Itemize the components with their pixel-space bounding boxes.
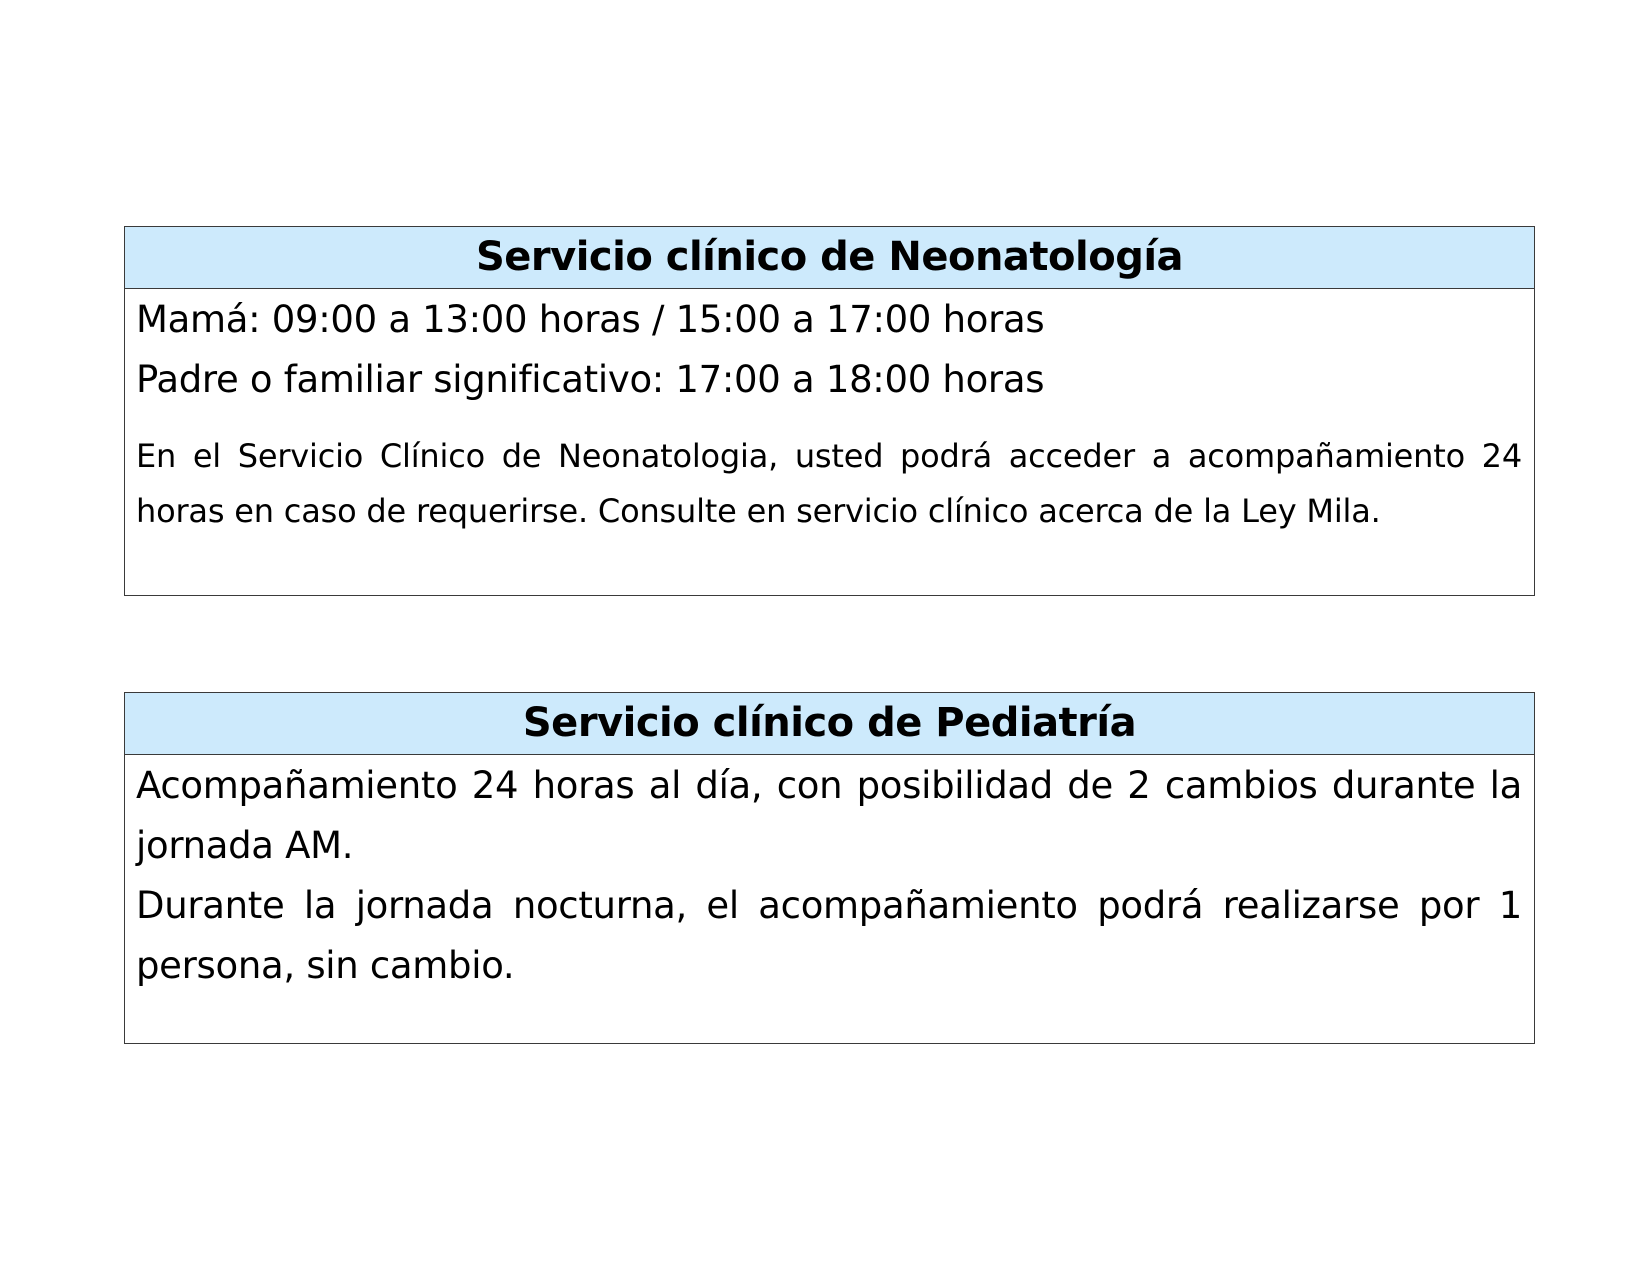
pediatria-body <box>125 755 1534 996</box>
neonatologia-hours-mother: Mamá: 09:00 a 13:00 horas / 15:00 a 17:00 horas <box>136 298 1045 341</box>
pediatria-day-paragraph: Acompañamiento 24 horas al día, con posibilidad de 2 cambios durante la jornada AM. <box>136 764 1522 867</box>
neonatologia-hours-father: Padre o familiar significativo: 17:00 a 18:00 horas <box>136 358 1045 401</box>
neonatologia-box <box>124 226 1535 596</box>
pediatria-title: Servicio clínico de Pediatría <box>125 693 1534 755</box>
neonatologia-body <box>125 289 1534 539</box>
neonatologia-title: Servicio clínico de Neonatología <box>125 227 1534 289</box>
neonatologia-note: En el Servicio Clínico de Neonatologia, usted podrá acceder a acompañamiento 24 horas en caso de requerirse. Consulte en servicio clínico acerca de la Ley Mila. <box>136 437 1522 530</box>
pediatria-box <box>124 692 1535 1044</box>
pediatria-night-paragraph: Durante la jornada nocturna, el acompañamiento podrá realizarse por 1 persona, sin cambio. <box>136 884 1522 987</box>
